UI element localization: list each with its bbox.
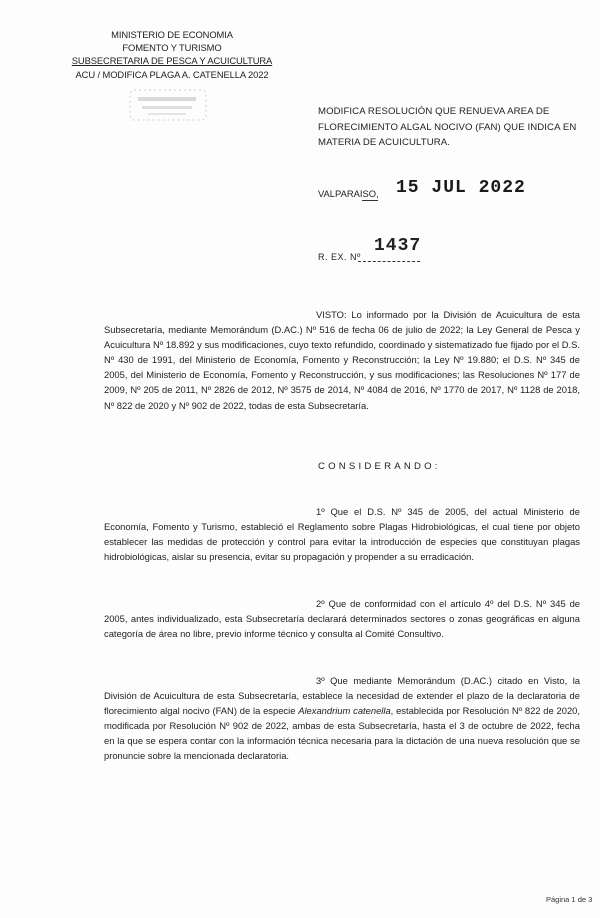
letterhead-ministry-sub: FOMENTO Y TURISMO: [122, 42, 222, 54]
resolution-subject: MODIFICA RESOLUCIÓN QUE RENUEVA AREA DE FLORECIMIENTO ALGAL NOCIVO (FAN) QUE INDICA EN MATERIA DE ACUICULTURA.: [318, 106, 577, 149]
letterhead-reference: ACU / MODIFICA PLAGA A. CATENELLA 2022: [75, 68, 269, 80]
place-underline: [362, 200, 378, 201]
considerando-1: 1º Que el D.S. Nº 345 de 2005, del actual Ministerio de Economía, Fomento y Turismo, estableció el Reglamento sobre Plagas Hidrobiológicas, el cual tiene por objeto establecer las medidas de protección y control para evitar la introducción de especies que constituyan plagas hidrobiológicas, aislar su presencia, evitar su propagación y propender a su erradicación.: [104, 506, 580, 563]
resolution-number-block: [318, 234, 578, 264]
considerando-heading: CONSIDERANDO:: [318, 461, 441, 472]
species-name: Alexandrium catenella: [298, 705, 391, 717]
letterhead: [62, 28, 282, 81]
letterhead-subsecretaria: SUBSECRETARIA DE PESCA Y ACUICULTURA: [71, 55, 273, 67]
considerando-3: [104, 673, 580, 764]
resolution-number-line: [358, 261, 420, 262]
letterhead-ministry: MINISTERIO DE ECONOMIA: [111, 29, 233, 40]
considerando-3-part-a: 3º Que mediante Memorándum (D.AC.) citado en Visto, la División de Acuicultura de esta Subsecretaría, establece la necesidad de extender el plazo de la declaratoria de florecimiento algal nocivo (FAN) de la especie: [104, 675, 580, 717]
resolution-number: 1437: [374, 236, 422, 256]
page-number: Página 1 de 3: [546, 895, 593, 904]
considerando-2: 2º Que de conformidad con el artículo 4º del D.S. Nº 345 de 2005, antes individualizado, esta Subsecretaría declarará determinados sectores o zonas geográficas en alguna categoría de área no libre, previo informe técnico y consulta al Comité Consultivo.: [104, 598, 580, 640]
date-stamp: 15 JUL 2022: [396, 178, 526, 198]
faded-stamp-icon: [128, 88, 208, 122]
date-place: VALPARAISO,: [318, 188, 379, 199]
dateline: [318, 176, 578, 206]
considerando-3-part-b: , establecida por Resolución Nº 822 de 2020, modificada por Resolución Nº 902 de 2022, ambas de esta Subsecretaría, hasta el 3 de octubre de 2022, fecha en la que se espera contar con la información técnica necesaria para la dictación de una nueva resolución que se pronuncie sobre la mencionada declaratoria.: [104, 705, 581, 762]
visto-paragraph: VISTO: Lo informado por la División de Acuicultura de esta Subsecretaría, mediante Memorándum (D.AC.) Nº 516 de fecha 06 de julio de 2022; la Ley General de Pesca y Acuicultura Nº 18.892 y sus modificaciones, cuyo texto refundido, coordinado y sistematizado fue fijado por el D.S. Nº 430 de 1991, del Ministerio de Economía, Fomento y Reconstrucción; la Ley Nº 19.880; el D.S. Nº 345 de 2005, del Ministerio de Economía, Fomento y Reconstrucción, y sus modificaciones; las Resoluciones Nº 177 de 2009, Nº 205 de 2011, Nº 2826 de 2012, Nº 3575 de 2014, Nº 4084 de 2016, Nº 1770 de 2017, Nº 1128 de 2018, Nº 822 de 2020 y Nº 902 de 2022, todas de esta Subsecretaría.: [104, 309, 580, 411]
resolution-label: R. EX. Nº: [318, 252, 361, 262]
